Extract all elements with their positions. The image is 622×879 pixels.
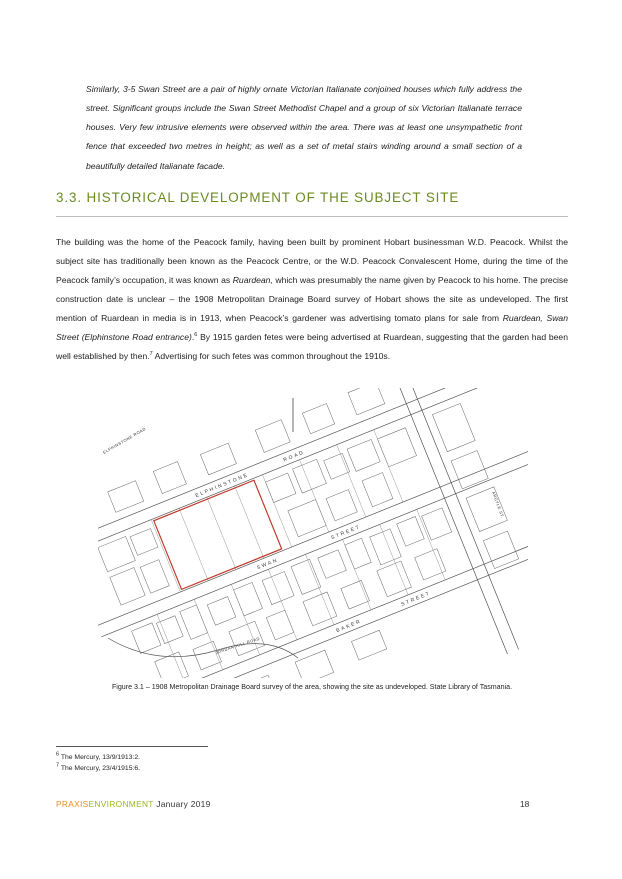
map-label-jordan-hill: JORDAN HILL ROAD <box>214 635 261 655</box>
map-label-swan: SWAN <box>256 557 280 572</box>
body-text-1: The building was the home of the Peacock family, having been built by prominent Hobart businessman W.D. Peacock. Whilst the subject site has traditionally been known as the Peacock Centre, or the W.D. Peacock Convalescent Home, during the time of the Peacock family’s occupation, it was known as <box>56 236 568 285</box>
section-heading: 3.3. HISTORICAL DEVELOPMENT OF THE SUBJECT SITE <box>56 190 460 205</box>
map-label-baker: BAKER <box>335 618 363 635</box>
footnote-ref-6[interactable]: 6 <box>194 332 198 339</box>
footer-brand <box>56 799 211 809</box>
footer-date: January 2019 <box>153 799 211 809</box>
footnote-ref-7[interactable]: 7 <box>149 351 153 358</box>
body-italic-address: Ruardean, Swan Street (Elphinstone Road entrance) <box>56 312 568 343</box>
body-paragraph <box>56 233 568 367</box>
footnote-6-number: 6 <box>56 751 60 758</box>
brand-praxis: PRAXIS <box>56 799 89 809</box>
heading-rule <box>56 216 568 217</box>
figure-caption: Figure 3.1 – 1908 Metropolitan Drainage Board survey of the area, showing the site as undeveloped. State Library of Tasmania. <box>111 683 513 691</box>
body-text-4: By 1915 garden fetes were being advertised at Ruardean, suggesting that the garden had been well established by then. <box>56 332 568 362</box>
intro-paragraph: Similarly, 3-5 Swan Street are a pair of highly ornate Victorian Italianate conjoined houses which fully address the street. Significant groups include the Swan Street Methodist Chapel and a group of six Victorian Italianate terrace houses. Very few intrusive elements were observed within the area. There was at least one unsympathetic front fence that exceeded two metres in height; as well as a set of metal stairs winding around a small section of a beautifully detailed Italianate facade. <box>86 83 522 171</box>
page-number: 18 <box>520 799 530 809</box>
map-label-right-side: ARGYLE ST. <box>491 490 506 519</box>
body-text-2: which was presumably the name given by Peacock to his home. The precise construction date is unclear – the 1908 Metropolitan Drainage Board survey of Hobart shows the site as undeveloped. The first mention of Ruardean in media is in 1913, when Peacock’s gardener was advertising tomato plans for sale from <box>56 274 568 323</box>
map-label-street2: STREET <box>400 590 433 608</box>
footnote-6-text: The Mercury, 13/9/1913:2. <box>59 754 141 761</box>
body-italic-ruardean: Ruardean, <box>232 274 273 285</box>
body-text-3: . <box>191 332 195 343</box>
body-text-5: Advertising for such fetes was common throughout the 1910s. <box>152 351 391 362</box>
footnote-7-text: The Mercury, 23/4/1915:6. <box>59 765 141 772</box>
survey-map-image <box>98 388 528 678</box>
brand-environment: ENVIRONMENT <box>88 799 154 809</box>
footnote-6 <box>56 751 141 761</box>
map-label-top-left: ELPHINSTONE ROAD <box>102 426 147 455</box>
footnote-rule <box>56 746 208 747</box>
map-label-street: STREET <box>330 523 362 542</box>
footnote-7-number: 7 <box>56 762 60 769</box>
map-label-road: ROAD <box>282 449 306 464</box>
map-label-elphinstone: ELPHINSTONE <box>194 472 250 500</box>
footnote-7 <box>56 762 141 772</box>
